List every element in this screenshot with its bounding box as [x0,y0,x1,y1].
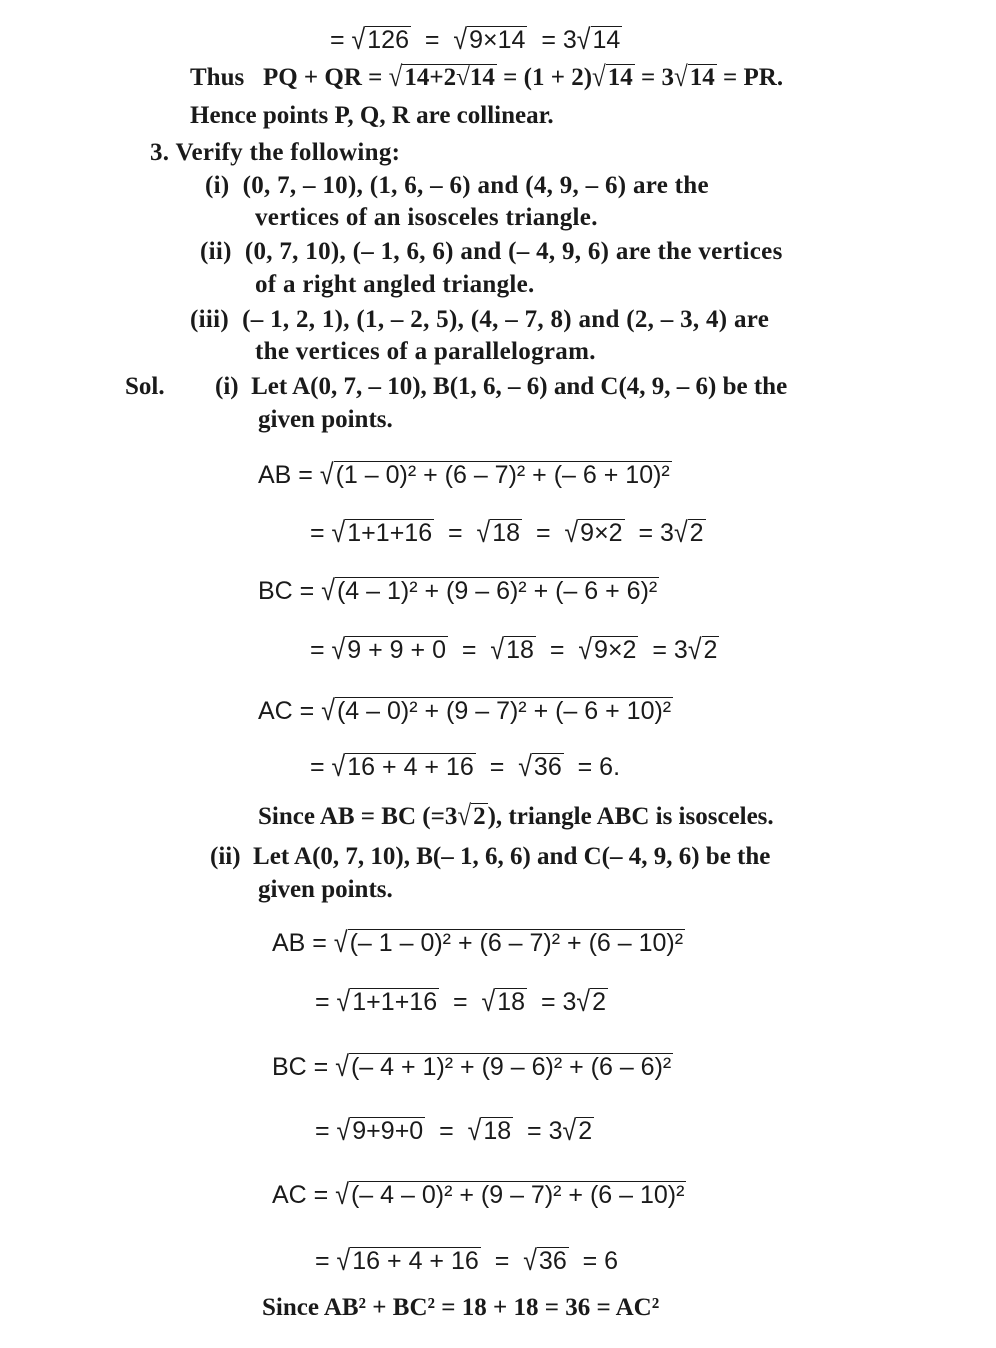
text-segment: (i) (0, 7, – 10), (1, 6, – 6) and (4, 9, – 6) are the [205,172,709,199]
radicand: 14+2√14 [404,64,495,91]
text-segment: ), triangle ABC is isosceles. [487,803,774,830]
text-segment: the vertices of a parallelogram. [255,338,596,365]
text-segment: Thus PQ + QR = [190,64,389,91]
text-line [262,1293,659,1323]
square-root [332,752,476,782]
radicand: 36 [538,1247,567,1275]
text-segment: vertices of an isosceles triangle. [255,204,598,231]
text-segment: BC = [258,577,322,605]
text-line [190,63,783,93]
solution-label [125,372,165,402]
radical-sign-icon: √ [518,750,532,784]
text-segment: Since AB = BC (=3 [258,803,458,830]
radicand: (4 – 1)² + (9 – 6)² + (– 6 + 6)² [336,577,658,605]
square-root [321,696,673,726]
text-segment: = [315,988,337,1016]
radicand: (– 4 + 1)² + (9 – 6)² + (6 – 6)² [350,1053,672,1081]
radicand: 2 [473,803,486,830]
text-segment: given points. [258,876,393,903]
text-line [310,752,620,782]
square-root [523,1246,569,1276]
radicand: (– 1 – 0)² + (6 – 7)² + (6 – 10)² [349,929,684,957]
radical-sign-icon: √ [576,23,591,57]
text-segment: = [475,753,519,781]
radicand: 1+1+16 [347,519,433,547]
radicand: 126 [367,26,409,54]
radicand: (4 – 0)² + (9 – 7)² + (– 6 + 10)² [336,697,672,725]
text-line [310,518,706,548]
text-line [190,101,554,131]
text-line [272,1180,686,1210]
square-root [334,928,685,958]
text-segment: = (1 + 2) [496,64,593,91]
radicand: 16 + 4 + 16 [347,753,474,781]
text-segment: AC = [272,1181,336,1209]
radicand: 16 + 4 + 16 [352,1247,479,1275]
radical-sign-icon: √ [336,1114,351,1148]
text-line [200,237,783,267]
text-segment: given points. [258,406,393,433]
square-root [337,1246,481,1276]
radical-sign-icon: √ [564,516,579,550]
radicand: 18 [483,1117,512,1145]
text-segment: Sol. [125,373,165,400]
radical-sign-icon: √ [481,985,496,1019]
square-root [332,518,435,548]
text-segment: = 3 [624,519,674,547]
text-line [190,305,769,335]
square-root [688,635,720,665]
radicand: 18 [506,636,534,664]
radical-sign-icon: √ [476,516,491,550]
square-root [457,802,487,832]
square-root [564,518,624,548]
text-segment: of a right angled triangle. [255,271,535,298]
radicand: 2 [703,636,718,664]
text-segment: (ii) (0, 7, 10), (– 1, 6, 6) and (– 4, 9, 6) are the vertices [200,238,783,265]
radicand: 9+9+0 [352,1117,424,1145]
square-root [482,987,528,1017]
text-line [258,802,774,832]
radical-sign-icon: √ [331,750,346,784]
text-segment: = [315,1117,337,1145]
radical-sign-icon: √ [523,1244,537,1278]
text-segment: = [315,1247,337,1275]
text-segment: = [434,519,477,547]
text-segment: AC = [258,697,322,725]
radicand: 9×14 [469,26,526,54]
radical-sign-icon: √ [333,926,348,960]
text-segment: Hence points P, Q, R are collinear. [190,102,554,129]
text-line [255,270,535,300]
square-root [332,635,448,665]
radical-sign-icon: √ [562,1114,577,1148]
radical-sign-icon: √ [336,985,351,1019]
radical-sign-icon: √ [336,1244,351,1278]
square-root [477,518,523,548]
text-segment: = [310,753,332,781]
radicand: 2 [592,988,607,1016]
radical-sign-icon: √ [335,1050,349,1084]
radicand: 18 [497,988,526,1016]
radicand: (– 4 – 0)² + (9 – 7)² + (6 – 10)² [350,1181,685,1209]
text-segment: = 3 [634,64,675,91]
radical-sign-icon: √ [351,23,366,57]
square-root [337,987,440,1017]
text-segment: = [480,1247,524,1275]
radicand: 18 [492,519,521,547]
text-line [258,576,659,606]
radical-sign-icon: √ [578,633,593,667]
radicand: 2 [578,1117,593,1145]
text-line [315,1116,594,1146]
text-segment: AB = [258,461,320,489]
text-segment: BC = [272,1053,336,1081]
text-segment: = 6. [563,753,621,781]
text-segment: = 6 [568,1247,619,1275]
square-root [335,1052,673,1082]
square-root [674,63,717,93]
radicand: 9 + 9 + 0 [347,636,446,664]
text-segment: Since AB² + BC² = 18 + 18 = 36 = AC² [262,1294,660,1321]
text-segment: (ii) Let A(0, 7, 10), B(– 1, 6, 6) and C(– 4, 9, 6) be the [210,843,771,870]
square-root [389,63,497,93]
text-line [205,171,709,201]
radical-sign-icon: √ [467,1114,482,1148]
square-root [577,25,623,55]
radical-sign-icon: √ [674,61,688,93]
square-root [674,518,706,548]
text-segment: = [310,636,332,664]
text-line [258,405,393,435]
radical-sign-icon: √ [457,800,472,832]
text-line [272,928,685,958]
radicand: 9×2 [594,636,637,664]
text-segment: = [310,519,332,547]
square-root [562,1116,594,1146]
text-segment: (i) Let A(0, 7, – 10), B(1, 6, – 6) and C(4, 9, – 6) be the [215,373,788,400]
text-line [150,138,400,168]
text-segment: = [439,988,482,1016]
text-segment: = [330,26,352,54]
radical-sign-icon: √ [321,694,335,728]
text-line [210,842,770,872]
radical-sign-icon: √ [331,633,346,667]
radical-sign-icon: √ [673,516,688,550]
text-line [258,696,673,726]
text-segment: = 3 [638,636,688,664]
radicand: 9×2 [580,519,623,547]
text-segment: = 3 [527,26,577,54]
text-segment: = [522,519,565,547]
square-root [352,25,411,55]
text-line [215,372,787,402]
radical-sign-icon: √ [331,516,346,550]
text-line [258,460,672,490]
radical-sign-icon: √ [687,633,702,667]
square-root [321,576,659,606]
square-root [518,752,564,782]
radical-sign-icon: √ [321,574,335,608]
radicand: 2 [689,519,704,547]
text-line [310,635,719,665]
radical-sign-icon: √ [335,1178,349,1212]
radicand: 1+1+16 [352,988,438,1016]
text-segment: = [411,26,454,54]
text-line [330,25,622,55]
square-root [592,63,635,93]
radicand: 14 [592,26,621,54]
radicand: 14 [689,64,715,91]
text-segment: = 3 [513,1117,563,1145]
text-segment: (iii) (– 1, 2, 1), (1, – 2, 5), (4, – 7, 8) and (2, – 3, 4) are [190,306,770,333]
text-segment: 3. Verify the following: [150,139,401,166]
text-segment: = PR. [716,64,784,91]
radical-sign-icon: √ [576,985,591,1019]
radicand: 14 [607,64,633,91]
text-line [315,1246,618,1276]
radical-sign-icon: √ [453,23,468,57]
text-line [272,1052,673,1082]
radicand: 36 [533,753,562,781]
square-root [453,25,527,55]
square-root [468,1116,514,1146]
square-root [490,635,536,665]
square-root [335,1180,686,1210]
text-segment: = [535,636,579,664]
text-segment: AB = [272,929,334,957]
radical-sign-icon: √ [592,61,606,93]
square-root [337,1116,426,1146]
radical-sign-icon: √ [490,633,505,667]
square-root [320,460,672,490]
text-segment: = 3 [527,988,577,1016]
radical-sign-icon: √ [388,61,403,93]
text-line [315,987,608,1017]
square-root [576,987,608,1017]
text-line [258,875,393,905]
square-root [578,635,638,665]
text-segment: = [447,636,491,664]
radicand: (1 – 0)² + (6 – 7)² + (– 6 + 10)² [335,461,670,489]
radical-sign-icon: √ [319,458,334,492]
text-line [255,203,598,233]
text-line [255,337,596,367]
text-segment: = [425,1117,468,1145]
